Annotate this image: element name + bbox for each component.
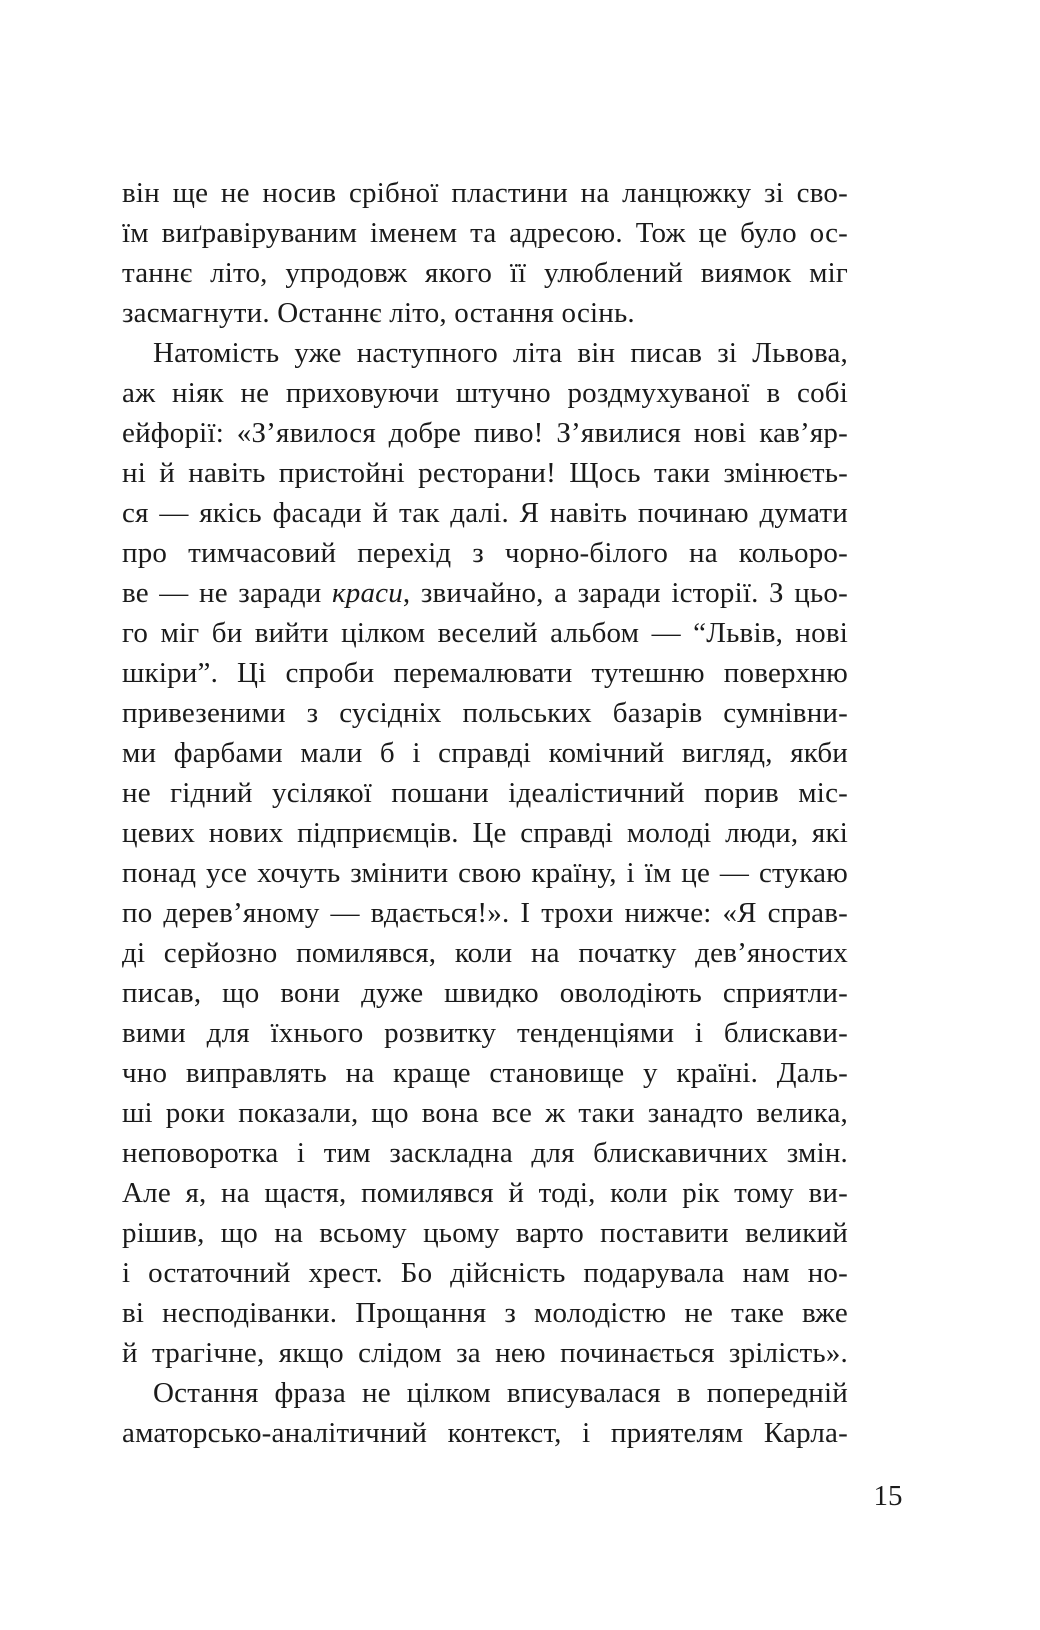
text-segment: рішив, що на всьому цьому варто поставити великий [122, 1217, 848, 1249]
text-segment: засмагнути. Останнє літо, остання осінь. [122, 297, 635, 329]
text-line [122, 333, 848, 373]
text-segment: аж ніяк не приховуючи штучно роздмухуваної в собі [122, 377, 848, 409]
italic-text-segment: краси [331, 577, 403, 609]
text-line [122, 853, 848, 893]
text-line [122, 213, 848, 253]
text-line [122, 1013, 848, 1053]
text-segment: понад усе хочуть змінити свою країну, і їм це — стукаю [122, 857, 848, 889]
text-segment: про тимчасовий перехід з чорно-білого на кольоро- [122, 537, 848, 569]
text-line [122, 1093, 848, 1133]
text-line [122, 573, 848, 613]
text-line [122, 1373, 848, 1413]
text-line [122, 173, 848, 213]
text-line [122, 933, 848, 973]
text-segment: привезеними з сусідніх польських базарів сумнівни- [122, 697, 848, 729]
text-segment: Натомість уже наступного літа він писав зі Львова, [153, 337, 848, 369]
text-segment: ді серйозно помилявся, коли на початку дев’яностих [122, 937, 848, 969]
text-line [122, 373, 848, 413]
text-segment: ві несподіванки. Прощання з молодістю не таке вже [122, 1297, 848, 1329]
text-line [122, 1293, 848, 1333]
text-line [122, 1213, 848, 1253]
text-line [122, 413, 848, 453]
text-segment: ейфорії: «З’явилося добре пиво! З’явилися нові кав’яр- [122, 417, 848, 449]
text-segment: Але я, на щастя, помилявся й тоді, коли рік тому ви- [122, 1177, 848, 1209]
text-segment: цевих нових підприємців. Це справді молоді люди, які [122, 817, 848, 849]
text-segment: ся — якісь фасади й так далі. Я навіть починаю думати [122, 497, 848, 529]
paragraph [122, 333, 848, 1373]
text-line [122, 493, 848, 533]
text-segment: ве — не заради [122, 577, 332, 609]
text-line [122, 973, 848, 1013]
text-line [122, 613, 848, 653]
text-segment: не гідний усілякої пошани ідеалістичний порив міс- [122, 777, 848, 809]
text-segment: неповоротка і тим заскладна для блискавичних змін. [122, 1137, 848, 1169]
text-segment: ші роки показали, що вона все ж таки занадто велика, [122, 1097, 848, 1129]
text-line [122, 813, 848, 853]
text-line [122, 533, 848, 573]
text-segment: Остання фраза не цілком вписувалася в попередній [153, 1377, 848, 1409]
paragraph [122, 173, 848, 333]
text-segment: їм виґравіруваним іменем та адресою. Тож це було ос- [122, 217, 848, 249]
text-line [122, 1133, 848, 1173]
text-line [122, 1173, 848, 1213]
text-segment: і остаточний хрест. Бо дійсність подарувала нам но- [122, 1257, 848, 1289]
text-line [122, 1053, 848, 1093]
text-line [122, 1413, 848, 1453]
text-line [122, 1333, 848, 1373]
text-line [122, 733, 848, 773]
text-block [122, 173, 848, 1453]
text-segment: ми фарбами мали б і справді комічний вигляд, якби [122, 737, 848, 769]
text-segment: по дерев’яному — вдається!». І трохи нижче: «Я справ- [122, 897, 848, 929]
text-line [122, 453, 848, 493]
text-segment: го міг би вийти цілком веселий альбом — “Львів, нові [122, 617, 848, 649]
text-segment: й трагічне, якщо слідом за нею починається зрілість». [122, 1337, 848, 1369]
text-segment: аматорсько-аналітичний контекст, і приятелям Карла- [122, 1417, 848, 1449]
text-line [122, 253, 848, 293]
text-segment: він ще не носив срібної пластини на ланцюжку зі сво- [122, 177, 848, 209]
text-line [122, 893, 848, 933]
text-line [122, 1253, 848, 1293]
text-segment: шкіри”. Ці спроби перемалювати тутешню поверхню [122, 657, 848, 689]
text-segment: таннє літо, упродовж якого її улюблений виямок міг [122, 257, 848, 289]
paragraph [122, 1373, 848, 1453]
text-segment: чно виправлять на краще становище у країні. Даль- [122, 1057, 848, 1089]
text-line [122, 653, 848, 693]
text-segment: , звичайно, а заради історії. З цьо- [402, 577, 848, 609]
text-segment: вими для їхнього розвитку тенденціями і блискави- [122, 1017, 848, 1049]
text-line [122, 693, 848, 733]
text-line [122, 293, 848, 333]
text-line [122, 773, 848, 813]
text-segment: писав, що вони дуже швидко оволодіють сприятли- [122, 977, 848, 1009]
text-segment: ні й навіть пристойні ресторани! Щось таки змінюєть- [122, 457, 848, 489]
page-number: 15 [873, 1480, 903, 1512]
